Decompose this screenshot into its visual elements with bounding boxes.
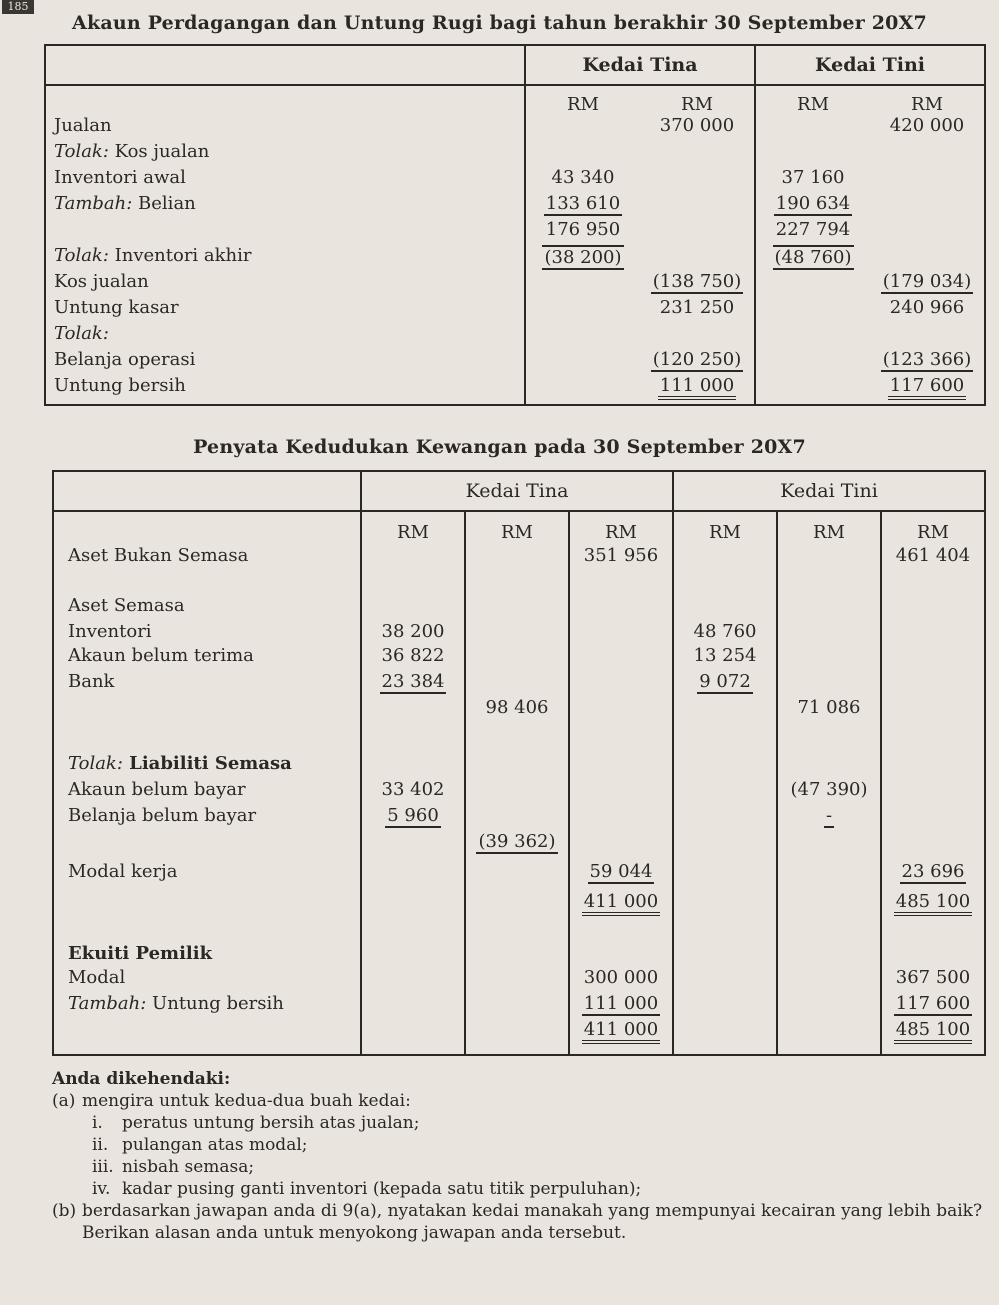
- position-cell: [881, 753, 985, 779]
- trading-cell-b2: [870, 245, 985, 271]
- position-cell: [881, 921, 985, 943]
- position-cell: [673, 645, 777, 671]
- trading-cell-a2: [640, 297, 755, 323]
- label-text: Belanja operasi: [54, 349, 196, 370]
- position-cell: [881, 573, 985, 595]
- item-text: kadar pusing ganti inventori (kepada satu titik perpuluhan);: [122, 1179, 642, 1199]
- position-cell: [465, 967, 569, 993]
- amount-value: 36 822: [381, 645, 445, 666]
- position-cell: [673, 805, 777, 831]
- trading-cell-a2: [640, 375, 755, 405]
- position-cell: [881, 943, 985, 967]
- trading-cell-a2: [640, 245, 755, 271]
- currency-label: RM: [881, 511, 985, 545]
- trading-cell-b1: [755, 349, 870, 375]
- position-statement-title: Penyata Kedudukan Kewangan pada 30 September 20X7: [193, 436, 806, 458]
- position-row-label: [53, 779, 361, 805]
- label-text: Untung bersih: [146, 993, 284, 1014]
- question-a-item: [92, 1178, 992, 1200]
- amount-value: 117 600: [895, 993, 971, 1014]
- amount-value: 111 000: [583, 993, 659, 1014]
- trading-cell-b1: [755, 375, 870, 405]
- position-cell: [569, 1019, 673, 1055]
- position-cell: [569, 993, 673, 1019]
- position-cell: [465, 753, 569, 779]
- amount-value: 98 406: [485, 697, 549, 718]
- trading-cell-b2: [870, 271, 985, 297]
- label-text: Untung kasar: [54, 297, 179, 318]
- position-cell: [361, 727, 465, 753]
- item-number: iv.: [92, 1179, 111, 1199]
- label-text: Inventori: [68, 621, 152, 642]
- position-cell: [673, 727, 777, 753]
- label-prefix: Tambah:: [68, 993, 147, 1014]
- position-cell: [673, 671, 777, 697]
- label-text: Belian: [132, 193, 196, 214]
- trading-cell-b2: [870, 323, 985, 349]
- position-cell: [361, 595, 465, 621]
- position-cell: [361, 697, 465, 727]
- position-cell: [361, 805, 465, 831]
- amount-value: 231 250: [659, 297, 735, 318]
- position-cell: [777, 753, 881, 779]
- position-cell: [777, 1019, 881, 1055]
- amount-value: 38 200: [381, 621, 445, 642]
- position-cell: [777, 645, 881, 671]
- question-a-item: [92, 1156, 992, 1178]
- label-text: Modal kerja: [68, 861, 178, 882]
- position-cell: [569, 621, 673, 645]
- trading-cell-b2: [870, 297, 985, 323]
- position-cell: [569, 697, 673, 727]
- position-cell: [881, 671, 985, 697]
- position-row-label: [53, 1019, 361, 1055]
- label-prefix: Tolak:: [68, 753, 123, 774]
- trading-row-label: [45, 245, 525, 271]
- trading-cell-a2: [640, 271, 755, 297]
- position-cell: [569, 753, 673, 779]
- trading-cell-a2: [640, 323, 755, 349]
- item-number: ii.: [92, 1135, 109, 1155]
- trading-cell-b1: [755, 297, 870, 323]
- trading-cell-a1: [525, 167, 640, 193]
- question-b: [52, 1200, 992, 1244]
- position-cell: [777, 967, 881, 993]
- position-cell: [465, 727, 569, 753]
- amount-value: -: [825, 805, 833, 826]
- position-cell: [569, 671, 673, 697]
- label-text: Modal: [68, 967, 126, 988]
- position-cell: [777, 805, 881, 831]
- position-cell: [881, 993, 985, 1019]
- currency-label: RM: [361, 511, 465, 545]
- position-row-label: [53, 753, 361, 779]
- amount-value: 117 600: [888, 375, 966, 400]
- trading-row-label: [45, 193, 525, 219]
- trading-cell-b2: [870, 141, 985, 167]
- position-cell: [361, 921, 465, 943]
- page-number: 185: [2, 0, 34, 14]
- trading-row-label: [45, 219, 525, 245]
- position-cell: [777, 891, 881, 921]
- item-text: peratus untung bersih atas jualan;: [122, 1113, 420, 1133]
- amount-value: 13 254: [693, 645, 757, 666]
- position-cell: [881, 545, 985, 573]
- amount-value: 420 000: [889, 115, 965, 136]
- label-text: Akaun belum terima: [68, 645, 254, 666]
- position-cell: [569, 573, 673, 595]
- position-row-label: [53, 645, 361, 671]
- label-text: Liabiliti Semasa: [122, 753, 292, 774]
- label-prefix: Tolak:: [54, 141, 109, 162]
- position-cell: [569, 831, 673, 861]
- amount-value: 23 384: [381, 671, 445, 692]
- label-text: Kos jualan: [54, 271, 149, 292]
- trading-cell-b2: [870, 219, 985, 245]
- position-cell: [673, 891, 777, 921]
- trading-cell-a1: [525, 245, 640, 271]
- position-cell: [465, 645, 569, 671]
- position-cell: [777, 697, 881, 727]
- amount-value: 411 000: [582, 891, 660, 916]
- question-b-label: (b): [52, 1201, 77, 1221]
- position-cell: [673, 1019, 777, 1055]
- position-cell: [777, 831, 881, 861]
- label-prefix: Tolak:: [54, 245, 109, 266]
- position-row-label: [53, 805, 361, 831]
- position-cell: [465, 805, 569, 831]
- position-cell: [777, 921, 881, 943]
- position-cell: [777, 621, 881, 645]
- position-cell: [361, 943, 465, 967]
- position-cell: [569, 779, 673, 805]
- position-cell: [777, 727, 881, 753]
- amount-value: (47 390): [790, 779, 868, 800]
- position-cell: [569, 805, 673, 831]
- trading-cell-b2: [870, 349, 985, 375]
- trading-account-title: Akaun Perdagangan dan Untung Rugi bagi tahun berakhir 30 September 20X7: [72, 12, 927, 34]
- trading-cell-a2: [640, 219, 755, 245]
- position-cell: [569, 645, 673, 671]
- position-cell: [673, 967, 777, 993]
- position-cell: [361, 573, 465, 595]
- position-row-label: [53, 861, 361, 891]
- amount-value: 485 100: [894, 891, 972, 916]
- position-row-label: [53, 621, 361, 645]
- trading-cell-a2: [640, 349, 755, 375]
- amount-value: 33 402: [381, 779, 445, 800]
- trading-cell-b1: [755, 141, 870, 167]
- label-text: Untung bersih: [54, 375, 186, 396]
- position-cell: [465, 943, 569, 967]
- amount-value: 71 086: [797, 697, 861, 718]
- position-cell: [465, 993, 569, 1019]
- label-text: Aset Bukan Semasa: [68, 545, 249, 566]
- position-cell: [465, 697, 569, 727]
- trading-cell-b1: [755, 245, 870, 271]
- trading-header-kedai-tina: Kedai Tina: [525, 45, 755, 85]
- position-cell: [881, 727, 985, 753]
- trading-cell-b1: [755, 167, 870, 193]
- label-text: Aset Semasa: [68, 595, 185, 616]
- item-text: pulangan atas modal;: [122, 1135, 308, 1155]
- position-cell: [881, 645, 985, 671]
- currency-label: RM: [777, 511, 881, 545]
- position-cell: [569, 967, 673, 993]
- position-cell: [465, 545, 569, 573]
- trading-cell-b2: [870, 375, 985, 405]
- position-cell: [465, 621, 569, 645]
- position-cell: [881, 861, 985, 891]
- trading-row-label: [45, 271, 525, 297]
- position-cell: [465, 921, 569, 943]
- position-cell: [465, 831, 569, 861]
- amount-value: 43 340: [551, 167, 615, 188]
- position-cell: [465, 671, 569, 697]
- questions-heading: Anda dikehendaki:: [52, 1069, 231, 1089]
- position-cell: [673, 993, 777, 1019]
- position-row-label: [53, 943, 361, 967]
- position-row-label: [53, 595, 361, 621]
- position-cell: [465, 1019, 569, 1055]
- trading-cell-b2: [870, 115, 985, 141]
- position-row-label: [53, 727, 361, 753]
- amount-value: 23 696: [901, 861, 965, 882]
- position-cell: [881, 779, 985, 805]
- position-cell: [361, 671, 465, 697]
- trading-cell-a2: [640, 141, 755, 167]
- position-cell: [881, 595, 985, 621]
- currency-label: RM: [569, 511, 673, 545]
- amount-value: 351 956: [583, 545, 659, 566]
- currency-label: RM: [525, 85, 640, 115]
- question-b-text: berdasarkan jawapan anda di 9(a), nyatakan kedai manakah yang mempunyai kecairan yang lebih baik? Berikan alasan anda untuk menyokong jawapan anda tersebut.: [82, 1201, 983, 1243]
- position-cell: [361, 1019, 465, 1055]
- label-text: Ekuiti Pemilik: [68, 943, 213, 964]
- position-cell: [673, 943, 777, 967]
- trading-header-kedai-tini: Kedai Tini: [755, 45, 985, 85]
- position-cell: [673, 753, 777, 779]
- amount-value: (123 366): [882, 349, 972, 370]
- position-row-label: [53, 921, 361, 943]
- currency-label: RM: [673, 511, 777, 545]
- position-cell: [673, 545, 777, 573]
- amount-value: (138 750): [652, 271, 742, 292]
- position-cell: [777, 993, 881, 1019]
- amount-value: 227 794: [775, 219, 851, 240]
- position-cell: [777, 545, 881, 573]
- amount-value: 48 760: [693, 621, 757, 642]
- position-cell: [361, 645, 465, 671]
- position-cell: [569, 545, 673, 573]
- amount-value: 485 100: [894, 1019, 972, 1044]
- position-cell: [777, 573, 881, 595]
- trading-row-label: [45, 375, 525, 405]
- trading-cell-b1: [755, 115, 870, 141]
- label-text: Inventori akhir: [108, 245, 252, 266]
- currency-label: RM: [465, 511, 569, 545]
- position-row-label: [53, 545, 361, 573]
- position-header-kedai-tini: Kedai Tini: [673, 471, 985, 511]
- label-prefix: Tolak:: [54, 323, 109, 344]
- position-cell: [881, 831, 985, 861]
- position-row-label: [53, 697, 361, 727]
- position-cell: [465, 891, 569, 921]
- position-cell: [673, 697, 777, 727]
- amount-value: 5 960: [387, 805, 439, 826]
- trading-cell-a1: [525, 323, 640, 349]
- financial-position-table: [52, 470, 986, 1056]
- position-cell: [361, 993, 465, 1019]
- position-cell: [777, 779, 881, 805]
- trading-cell-a1: [525, 271, 640, 297]
- position-row-label: [53, 993, 361, 1019]
- currency-label: RM: [755, 85, 870, 115]
- position-cell: [361, 967, 465, 993]
- trading-row-label: [45, 323, 525, 349]
- trading-cell-a1: [525, 297, 640, 323]
- amount-value: 367 500: [895, 967, 971, 988]
- position-cell: [361, 861, 465, 891]
- position-cell: [673, 621, 777, 645]
- currency-label: RM: [911, 94, 944, 115]
- position-cell: [361, 545, 465, 573]
- position-cell: [569, 891, 673, 921]
- trading-cell-b1: [755, 323, 870, 349]
- label-text: Bank: [68, 671, 115, 692]
- trading-account-table: [44, 44, 986, 406]
- amount-value: 133 610: [545, 193, 621, 214]
- position-cell: [569, 861, 673, 891]
- position-cell: [881, 621, 985, 645]
- trading-cell-b2: [870, 193, 985, 219]
- label-prefix: Tambah:: [54, 193, 133, 214]
- position-row-label: [53, 891, 361, 921]
- amount-value: 411 000: [582, 1019, 660, 1044]
- amount-value: (39 362): [478, 831, 556, 852]
- label-text: Kos jualan: [108, 141, 210, 162]
- position-cell: [465, 573, 569, 595]
- position-cell: [881, 967, 985, 993]
- amount-value: 176 950: [545, 219, 621, 240]
- position-cell: [361, 891, 465, 921]
- amount-value: 240 966: [889, 297, 965, 318]
- position-header-kedai-tina: Kedai Tina: [361, 471, 673, 511]
- position-cell: [881, 1019, 985, 1055]
- position-cell: [673, 595, 777, 621]
- position-cell: [777, 671, 881, 697]
- trading-cell-b1: [755, 193, 870, 219]
- amount-value: 300 000: [583, 967, 659, 988]
- position-cell: [361, 779, 465, 805]
- amount-value: 370 000: [659, 115, 735, 136]
- trading-cell-b2: [870, 167, 985, 193]
- position-cell: [465, 861, 569, 891]
- question-a-label: (a): [52, 1091, 76, 1111]
- amount-value: (48 760): [774, 247, 852, 268]
- position-row-label: [53, 967, 361, 993]
- trading-cell-a1: [525, 375, 640, 405]
- currency-label: RM: [681, 94, 713, 115]
- trading-row-label: [45, 115, 525, 141]
- label-text: Inventori awal: [54, 167, 186, 188]
- trading-cell-a2: [640, 167, 755, 193]
- trading-cell-a2: [640, 193, 755, 219]
- trading-row-label: [45, 297, 525, 323]
- question-a-item: [92, 1134, 992, 1156]
- amount-value: (179 034): [882, 271, 972, 292]
- question-a: [52, 1090, 992, 1112]
- position-cell: [465, 595, 569, 621]
- amount-value: (120 250): [652, 349, 742, 370]
- amount-value: 461 404: [895, 545, 971, 566]
- questions-section: [52, 1068, 992, 1244]
- amount-value: 59 044: [589, 861, 653, 882]
- trading-row-label: [45, 349, 525, 375]
- position-cell: [777, 861, 881, 891]
- amount-value: 190 634: [775, 193, 851, 214]
- position-cell: [777, 595, 881, 621]
- question-a-item: [92, 1112, 992, 1134]
- position-cell: [673, 861, 777, 891]
- trading-row-label: [45, 141, 525, 167]
- position-cell: [569, 921, 673, 943]
- label-text: Belanja belum bayar: [68, 805, 257, 826]
- trading-cell-a1: [525, 115, 640, 141]
- position-cell: [881, 805, 985, 831]
- amount-value: 9 072: [699, 671, 751, 692]
- trading-row-label: [45, 167, 525, 193]
- item-number: iii.: [92, 1157, 114, 1177]
- trading-cell-a1: [525, 193, 640, 219]
- position-row-label: [53, 671, 361, 697]
- item-number: i.: [92, 1113, 103, 1133]
- question-a-text: mengira untuk kedua-dua buah kedai:: [82, 1091, 411, 1111]
- trading-cell-a1: [525, 219, 640, 245]
- position-cell: [465, 779, 569, 805]
- amount-value: 37 160: [781, 167, 845, 188]
- label-text: Jualan: [54, 115, 112, 136]
- trading-cell-a1: [525, 141, 640, 167]
- position-cell: [673, 779, 777, 805]
- position-cell: [777, 943, 881, 967]
- item-text: nisbah semasa;: [122, 1157, 255, 1177]
- amount-value: (38 200): [544, 247, 622, 268]
- label-text: Akaun belum bayar: [68, 779, 246, 800]
- position-row-label: [53, 573, 361, 595]
- position-row-label: [53, 831, 361, 861]
- position-cell: [881, 891, 985, 921]
- position-cell: [569, 727, 673, 753]
- position-cell: [361, 753, 465, 779]
- position-cell: [569, 595, 673, 621]
- position-cell: [361, 831, 465, 861]
- trading-cell-b1: [755, 219, 870, 245]
- amount-value: 111 000: [658, 375, 736, 400]
- position-cell: [673, 921, 777, 943]
- position-cell: [673, 573, 777, 595]
- trading-cell-a2: [640, 115, 755, 141]
- position-cell: [361, 621, 465, 645]
- position-cell: [569, 943, 673, 967]
- trading-cell-a1: [525, 349, 640, 375]
- position-cell: [881, 697, 985, 727]
- position-cell: [673, 831, 777, 861]
- trading-cell-b1: [755, 271, 870, 297]
